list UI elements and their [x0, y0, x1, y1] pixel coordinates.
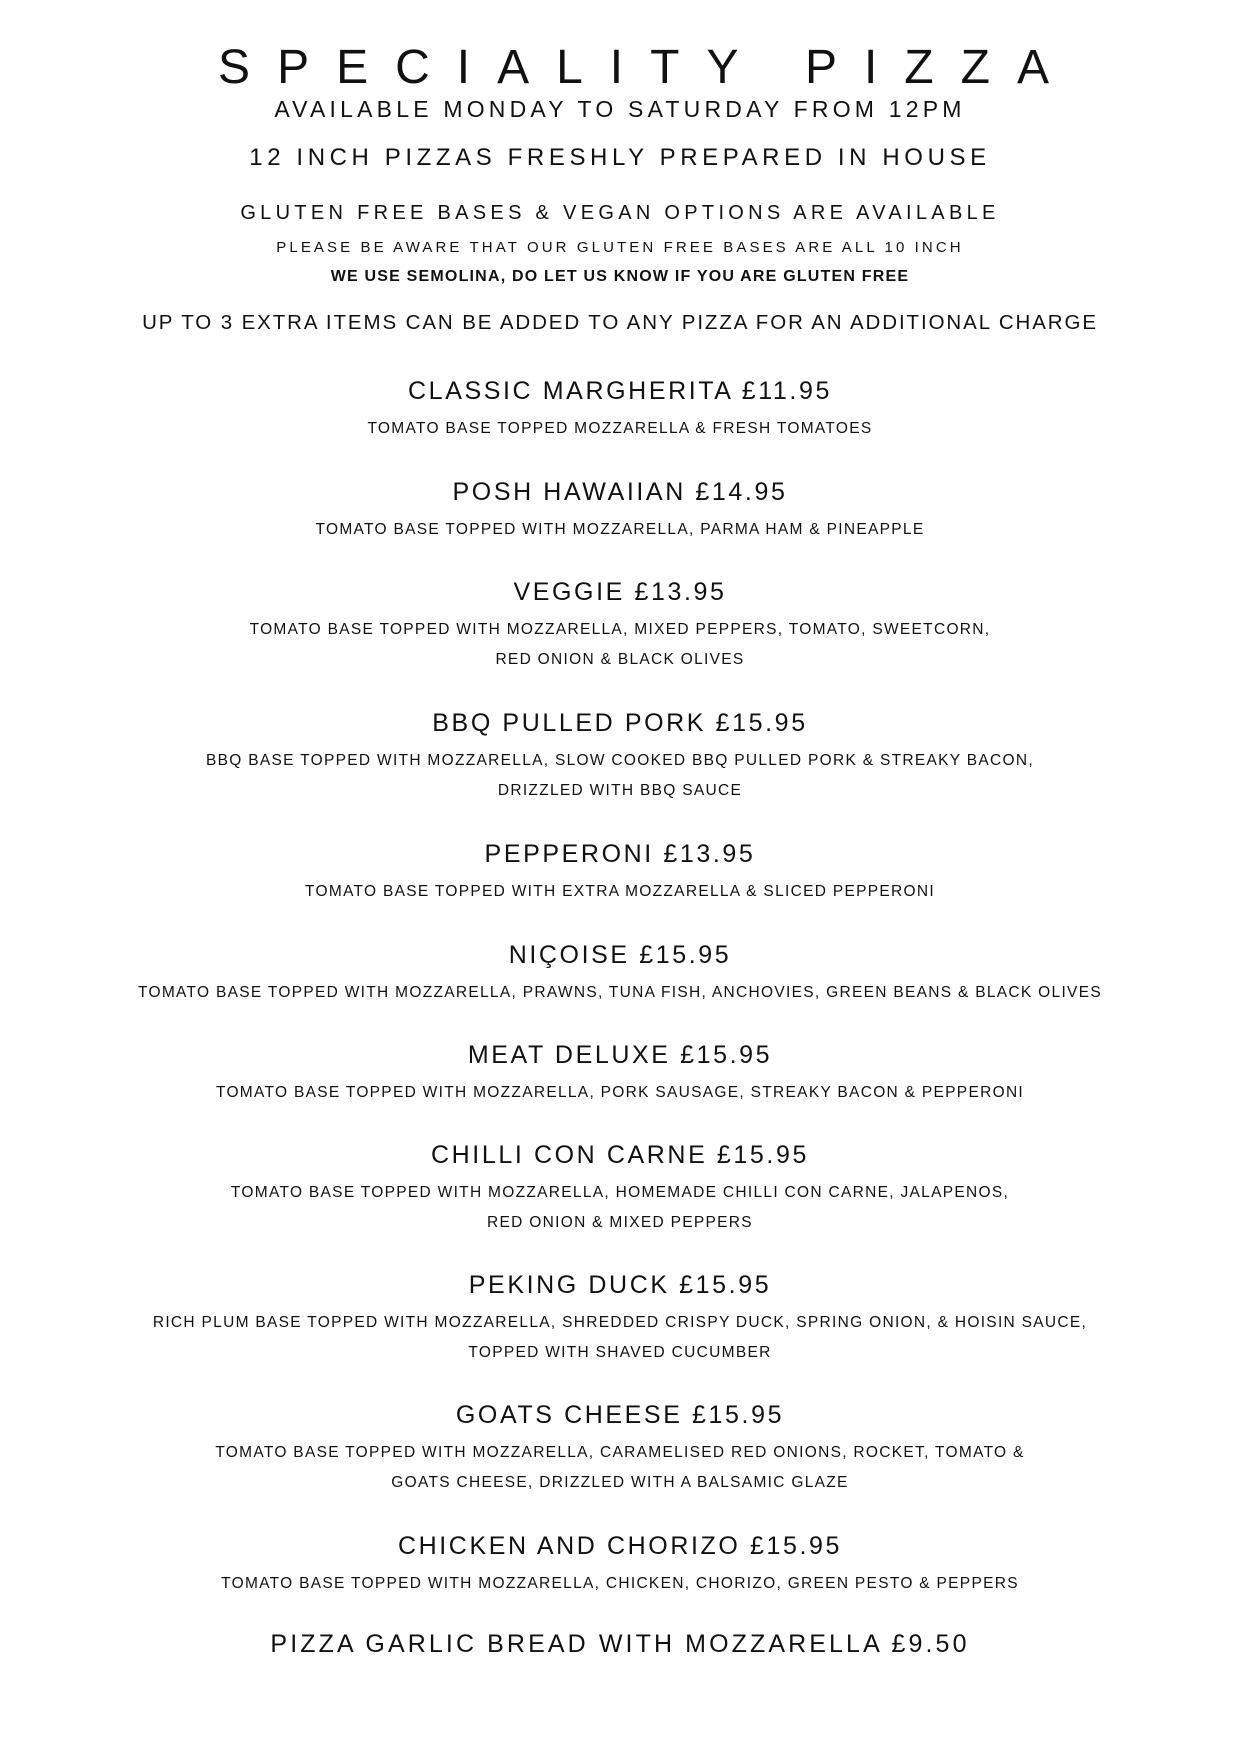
pizza-description: TOMATO BASE TOPPED WITH MOZZARELLA, PARMA HAM & PINEAPPLE [315, 521, 925, 538]
extra-items-note: UP TO 3 EXTRA ITEMS CAN BE ADDED TO ANY PIZZA FOR AN ADDITIONAL CHARGE [142, 311, 1098, 334]
pizza-name: GOATS CHEESE £15.95 [455, 1401, 785, 1429]
pizza-description: TOPPED WITH SHAVED CUCUMBER [468, 1344, 772, 1361]
prepared-in-house-note: 12 INCH PIZZAS FRESHLY PREPARED IN HOUSE [249, 144, 991, 171]
pizza-description: RICH PLUM BASE TOPPED WITH MOZZARELLA, SHREDDED CRISPY DUCK, SPRING ONION, & HOISIN SAUCE, [152, 1314, 1088, 1331]
pizza-description: RED ONION & BLACK OLIVES [495, 651, 745, 668]
pizza-name: CHICKEN AND CHORIZO £15.95 [397, 1532, 843, 1560]
pizza-name: CLASSIC MARGHERITA £11.95 [408, 377, 832, 405]
pizza-description: DRIZZLED WITH BBQ SAUCE [497, 782, 743, 799]
pizza-name: MEAT DELUXE £15.95 [467, 1041, 773, 1069]
pizza-name: PEPPERONI £13.95 [484, 840, 756, 868]
gluten-free-vegan-note: GLUTEN FREE BASES & VEGAN OPTIONS ARE AVAILABLE [240, 202, 1000, 224]
pizza-description: TOMATO BASE TOPPED WITH MOZZARELLA, HOMEMADE CHILLI CON CARNE, JALAPENOS, [230, 1184, 1010, 1201]
pizza-name: PEKING DUCK £15.95 [468, 1271, 772, 1299]
pizza-name: BBQ PULLED PORK £15.95 [432, 709, 808, 737]
pizza-description: GOATS CHEESE, DRIZZLED WITH A BALSAMIC GLAZE [391, 1474, 849, 1491]
pizza-name: VEGGIE £13.95 [513, 578, 727, 606]
pizza-description: TOMATO BASE TOPPED WITH EXTRA MOZZARELLA & SLICED PEPPERONI [305, 883, 935, 900]
menu-title: SPECIALITY PIZZA [218, 41, 1076, 94]
gluten-free-size-note: PLEASE BE AWARE THAT OUR GLUTEN FREE BASES ARE ALL 10 INCH [276, 239, 964, 256]
pizza-description: TOMATO BASE TOPPED WITH MOZZARELLA, CHICKEN, CHORIZO, GREEN PESTO & PEPPERS [221, 1575, 1019, 1592]
pizza-name: CHILLI CON CARNE £15.95 [431, 1141, 809, 1169]
pizza-description: TOMATO BASE TOPPED WITH MOZZARELLA, PRAWNS, TUNA FISH, ANCHOVIES, GREEN BEANS & BLACK OLIVES [138, 984, 1102, 1001]
pizza-description: BBQ BASE TOPPED WITH MOZZARELLA, SLOW COOKED BBQ PULLED PORK & STREAKY BACON, [206, 752, 1034, 769]
availability-note: AVAILABLE MONDAY TO SATURDAY FROM 12PM [274, 96, 966, 122]
pizza-description: TOMATO BASE TOPPED MOZZARELLA & FRESH TOMATOES [367, 420, 873, 437]
pizza-description: TOMATO BASE TOPPED WITH MOZZARELLA, CARAMELISED RED ONIONS, ROCKET, TOMATO & [215, 1444, 1025, 1461]
pizza-description: TOMATO BASE TOPPED WITH MOZZARELLA, MIXED PEPPERS, TOMATO, SWEETCORN, [249, 621, 991, 638]
pizza-name: POSH HAWAIIAN £14.95 [452, 478, 788, 506]
garlic-bread-item: PIZZA GARLIC BREAD WITH MOZZARELLA £9.50 [270, 1630, 970, 1658]
pizza-description: TOMATO BASE TOPPED WITH MOZZARELLA, PORK SAUSAGE, STREAKY BACON & PEPPERONI [215, 1084, 1025, 1101]
pizza-name: NIÇOISE £15.95 [508, 941, 732, 969]
semolina-warning: WE USE SEMOLINA, DO LET US KNOW IF YOU ARE GLUTEN FREE [330, 268, 910, 285]
pizza-description: RED ONION & MIXED PEPPERS [487, 1214, 753, 1231]
